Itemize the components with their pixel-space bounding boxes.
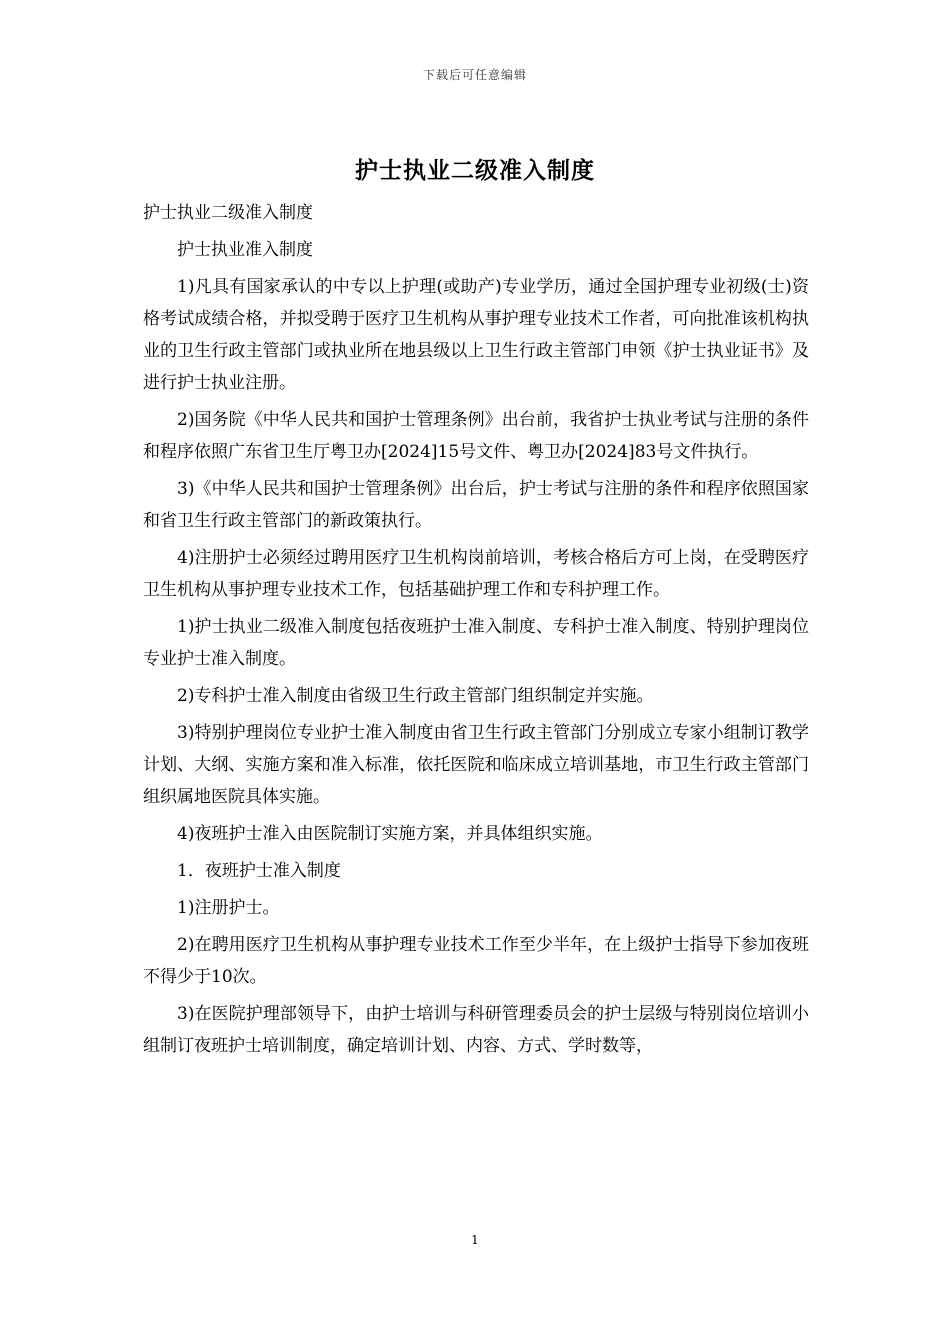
paragraph: 3)特别护理岗位专业护士准入制度由省卫生行政主管部门分别成立专家小组制订教学计划、大纲、实施方案和准入标准，依托医院和临床成立培训基地，市卫生行政主管部门组织属地医院具体实施。 — [143, 723, 809, 807]
header-note: 下载后可任意编辑 — [422, 68, 527, 82]
paragraph: 3)《中华人民共和国护士管理条例》出台后，护士考试与注册的条件和程序依照国家和省卫生行政主管部门的新政策执行。 — [143, 479, 809, 531]
page-number: 1 — [471, 1233, 479, 1247]
document-body — [143, 197, 809, 1067]
paragraph: 护士执业二级准入制度 — [143, 203, 313, 223]
paragraph: 1)注册护士。 — [177, 898, 280, 918]
paragraph: 1)凡具有国家承认的中专以上护理(或助产)专业学历，通过全国护理专业初级(士)资格考试成绩合格，并拟受聘于医疗卫生机构从事护理专业技术工作者，可向批准该机构执业的卫生行政主管部门或执业所在地县级以上卫生行政主管部门申领《护士执业证书》及进行护士执业注册。 — [143, 277, 809, 393]
paragraph: 2)专科护士准入制度由省级卫生行政主管部门组织制定并实施。 — [177, 686, 654, 706]
paragraph: 护士执业准入制度 — [177, 240, 313, 260]
paragraph: 2)国务院《中华人民共和国护士管理条例》出台前，我省护士执业考试与注册的条件和程序依照广东省卫生厅粤卫办[2024]15号文件、粤卫办[2024]83号文件执行。 — [143, 410, 809, 462]
paragraph: 2)在聘用医疗卫生机构从事护理专业技术工作至少半年，在上级护士指导下参加夜班不得少于10次。 — [143, 935, 809, 987]
paragraph: 4)夜班护士准入由医院制订实施方案，并具体组织实施。 — [177, 824, 603, 844]
paragraph: 3)在医院护理部领导下，由护士培训与科研管理委员会的护士层级与特别岗位培训小组制订夜班护士培训制度，确定培训计划、内容、方式、学时数等， — [143, 1004, 809, 1056]
paragraph: 4)注册护士必须经过聘用医疗卫生机构岗前培训，考核合格后方可上岗，在受聘医疗卫生机构从事护理专业技术工作，包括基础护理工作和专科护理工作。 — [143, 548, 809, 600]
paragraph: 1．夜班护士准入制度 — [177, 861, 341, 881]
document-title: 护士执业二级准入制度 — [355, 157, 595, 184]
paragraph: 1)护士执业二级准入制度包括夜班护士准入制度、专科护士准入制度、特别护理岗位专业护士准入制度。 — [143, 617, 809, 669]
